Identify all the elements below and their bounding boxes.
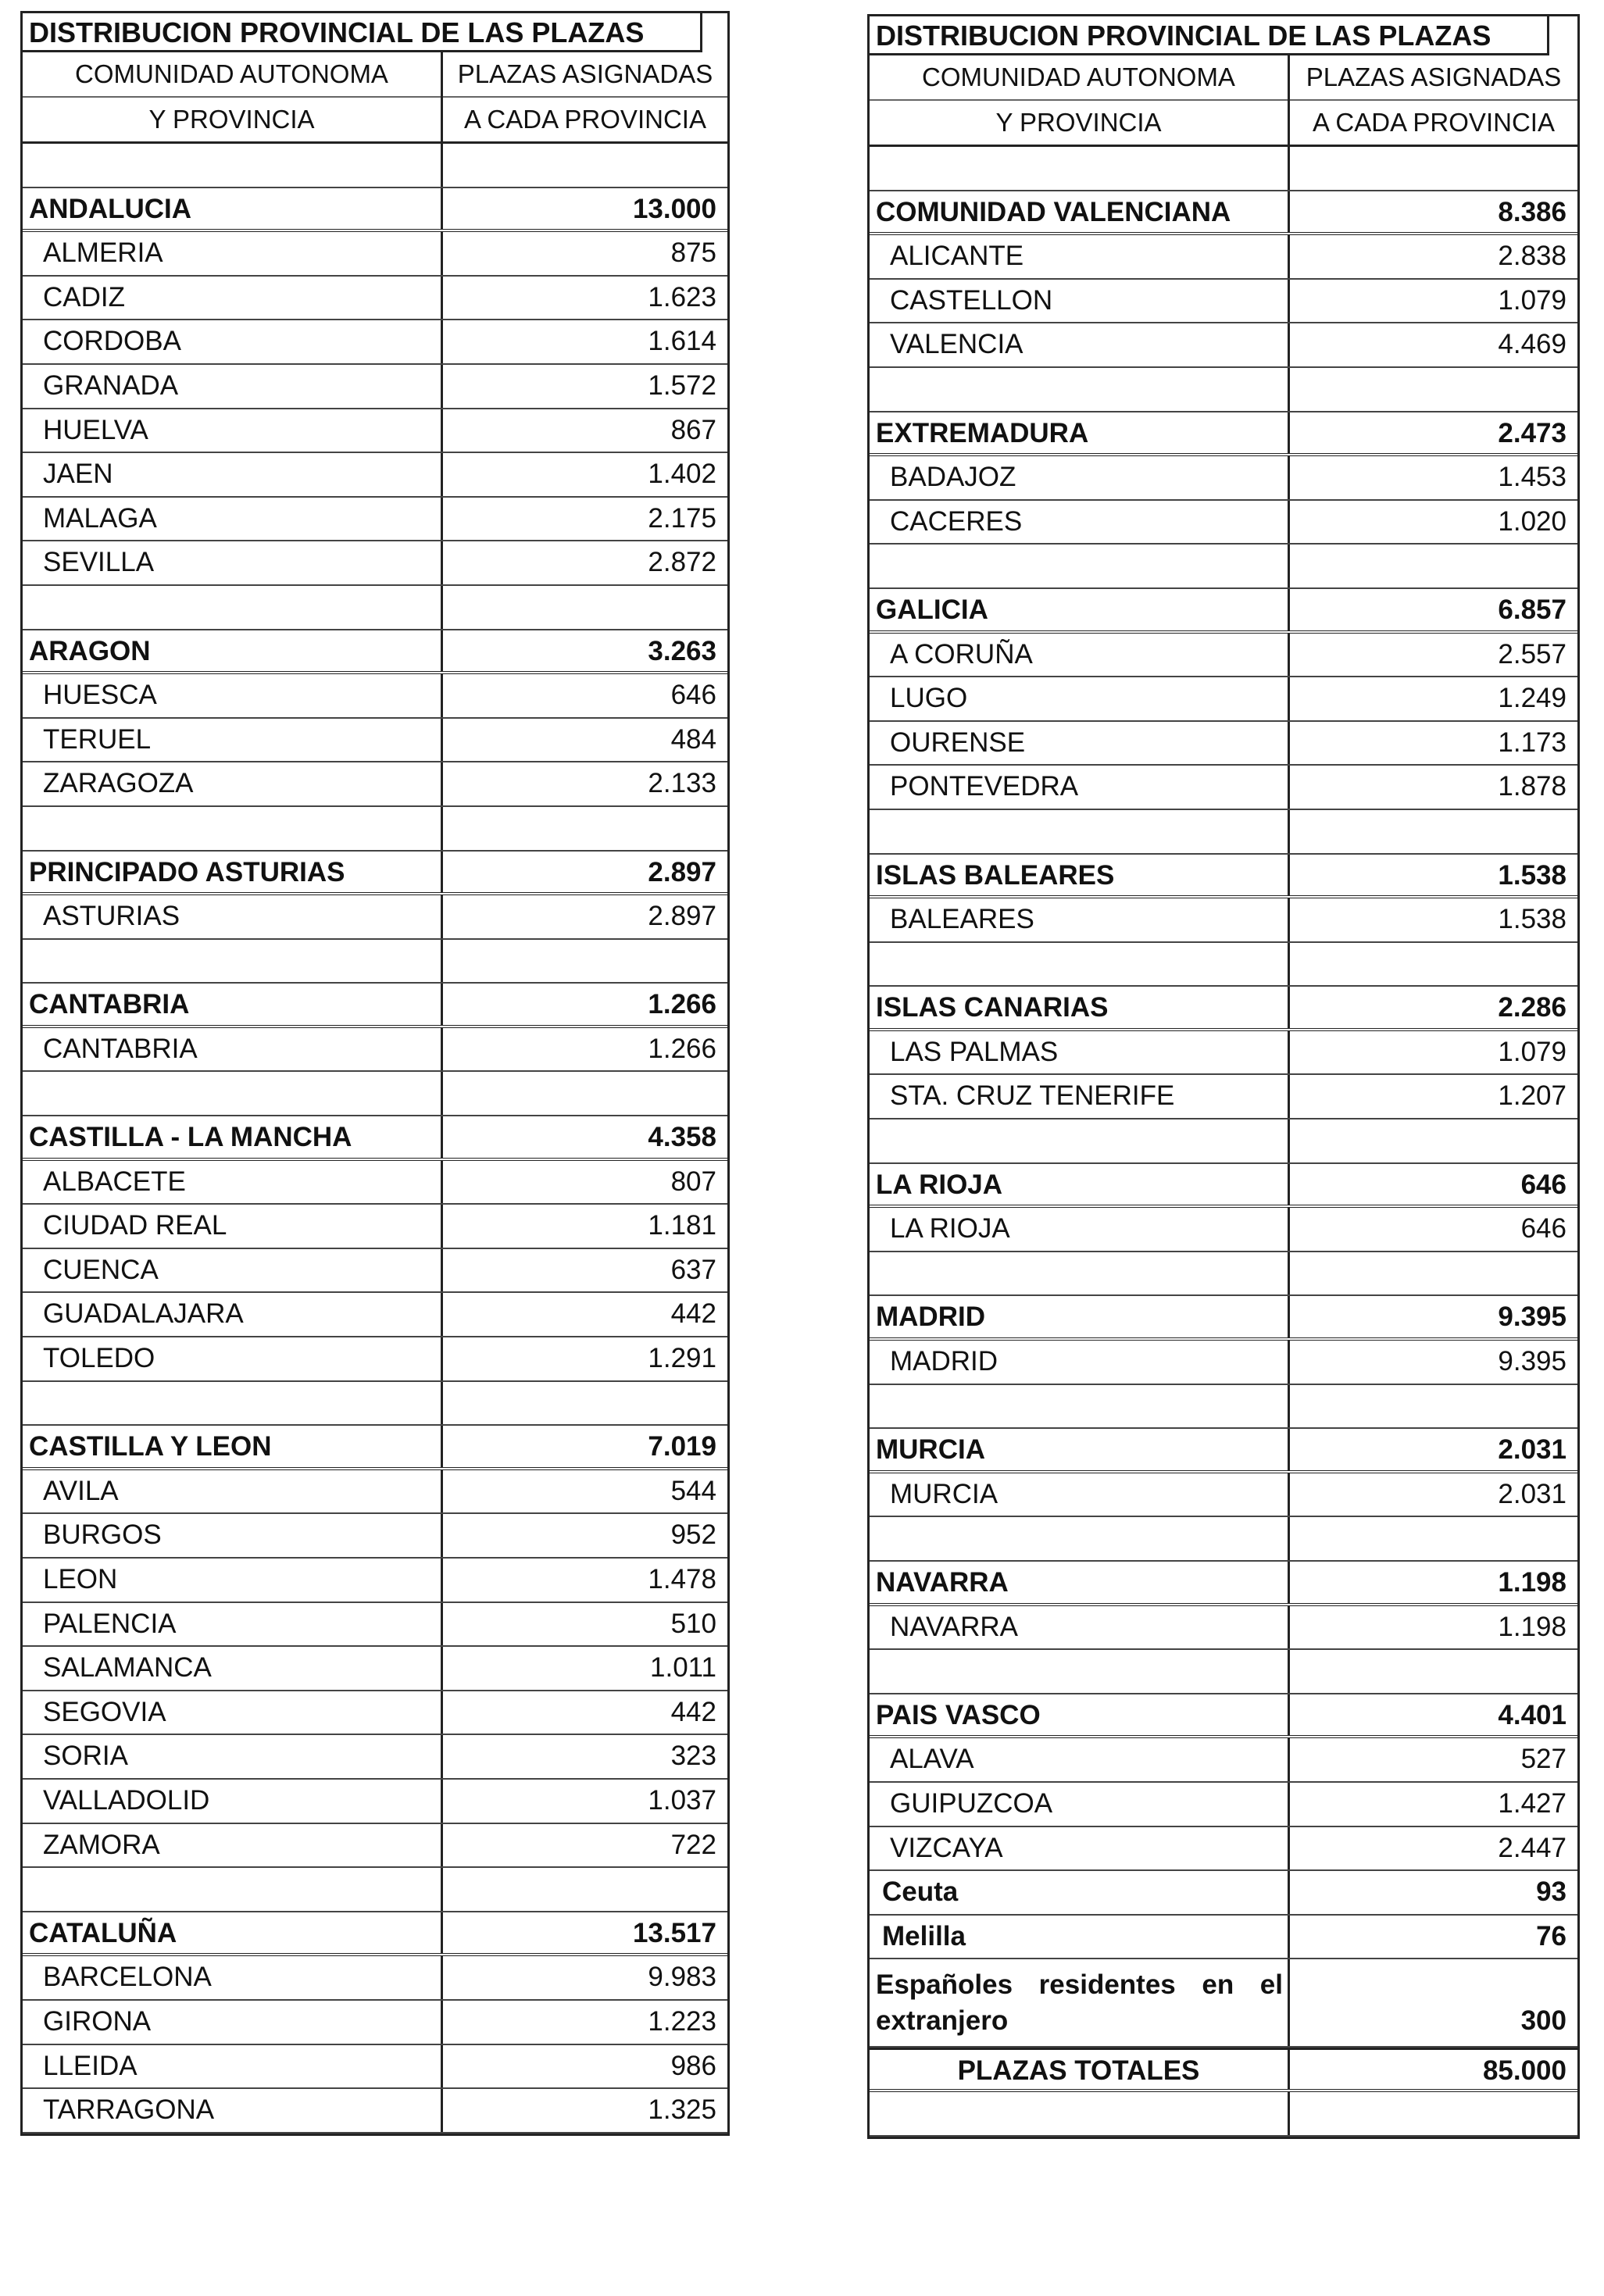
spacer-row	[23, 807, 727, 852]
header-community-column	[23, 52, 443, 141]
table-body	[870, 147, 1577, 2137]
row-value	[1290, 368, 1577, 411]
row-name: GUIPUZCOA	[870, 1783, 1290, 1826]
row-name: A CORUÑA	[870, 634, 1290, 677]
row-name	[870, 1119, 1290, 1162]
row-value: 1.402	[648, 459, 716, 490]
row-value	[443, 1868, 727, 1911]
row-value: 646	[1520, 1213, 1566, 1244]
table-header	[23, 52, 727, 144]
row-name: SALAMANCA	[23, 1647, 443, 1690]
row-value: 544	[670, 1475, 716, 1506]
row-value: 93	[1536, 1876, 1566, 1908]
header-seats-line2: A CADA PROVINCIA	[443, 96, 727, 141]
region-row	[23, 630, 727, 675]
header-seats-column	[1290, 55, 1577, 145]
row-value: 1.291	[648, 1343, 716, 1374]
row-name: CASTILLA - LA MANCHA	[23, 1116, 443, 1158]
table-row	[23, 2001, 727, 2045]
row-name	[23, 1868, 443, 1911]
table-row	[23, 1205, 727, 1249]
row-name: Españoles residentes en el extranjero	[870, 1959, 1290, 2046]
row-name: COMUNIDAD VALENCIANA	[870, 191, 1290, 233]
row-value: 2.473	[1498, 417, 1566, 448]
row-name	[870, 943, 1290, 986]
row-value: 1.878	[1498, 771, 1566, 802]
row-value: 2.872	[648, 547, 716, 578]
row-name: MADRID	[870, 1296, 1290, 1337]
row-value: 484	[670, 723, 716, 755]
row-name: CASTILLA Y LEON	[23, 1426, 443, 1467]
row-name: LEON	[23, 1559, 443, 1601]
row-value	[1290, 1517, 1577, 1560]
spacer-row	[870, 545, 1577, 589]
row-value: 7.019	[648, 1431, 716, 1462]
header-community-line2: Y PROVINCIA	[870, 99, 1288, 145]
row-name: AVILA	[23, 1470, 443, 1513]
row-value	[1290, 1385, 1577, 1428]
table-row	[23, 2089, 727, 2134]
table-row	[23, 409, 727, 454]
row-value: 807	[670, 1166, 716, 1197]
table-row	[870, 1959, 1577, 2048]
region-row	[870, 191, 1577, 236]
row-name	[23, 1382, 443, 1425]
row-name: ZAMORA	[23, 1824, 443, 1867]
row-value: 1.079	[1498, 1036, 1566, 1067]
region-row	[23, 852, 727, 896]
table-header	[870, 55, 1577, 147]
row-name: BARCELONA	[23, 1956, 443, 1999]
row-value: 2.175	[648, 502, 716, 534]
table-row	[23, 1780, 727, 1824]
table-row	[23, 674, 727, 719]
region-row	[870, 1562, 1577, 1606]
row-value	[443, 586, 727, 629]
row-value: 2.133	[648, 768, 716, 799]
row-name: GRANADA	[23, 365, 443, 408]
row-value	[443, 1382, 727, 1425]
spacer-row	[870, 810, 1577, 855]
row-name: CACERES	[870, 501, 1290, 544]
table-row	[23, 1824, 727, 1869]
row-name: SORIA	[23, 1735, 443, 1778]
region-row	[870, 1296, 1577, 1341]
table-body	[23, 144, 727, 2134]
row-value: 1.181	[648, 1210, 716, 1241]
row-name	[870, 147, 1290, 190]
row-name	[23, 807, 443, 850]
row-name: ZARAGOZA	[23, 762, 443, 805]
row-value: 2.897	[648, 856, 716, 887]
table-row	[23, 320, 727, 365]
row-value: 13.517	[632, 1917, 716, 1948]
row-name	[23, 586, 443, 629]
row-name: HUESCA	[23, 674, 443, 717]
table-row	[870, 1783, 1577, 1827]
row-name: TOLEDO	[23, 1337, 443, 1380]
row-name: SEVILLA	[23, 541, 443, 584]
table-row	[23, 541, 727, 586]
table-row	[23, 1559, 727, 1603]
table-row	[870, 456, 1577, 501]
row-name: TERUEL	[23, 719, 443, 762]
row-name	[23, 1072, 443, 1115]
table-row	[23, 1028, 727, 1073]
row-name: VIZCAYA	[870, 1827, 1290, 1870]
row-name: CUENCA	[23, 1249, 443, 1292]
row-name: CIUDAD REAL	[23, 1205, 443, 1248]
row-name: VALLADOLID	[23, 1780, 443, 1823]
table-row	[870, 323, 1577, 368]
row-value: 9.983	[648, 1962, 716, 1993]
row-name: CORDOBA	[23, 320, 443, 363]
row-value: 1.266	[648, 1033, 716, 1064]
row-value	[443, 144, 727, 187]
row-name: LA RIOJA	[870, 1164, 1290, 1205]
spacer-row	[23, 586, 727, 630]
table-row	[870, 1738, 1577, 1783]
row-name: ARAGON	[23, 630, 443, 672]
header-seats-line1: PLAZAS ASIGNADAS	[457, 59, 713, 88]
row-value: 2.897	[648, 901, 716, 932]
row-value: 1.453	[1498, 462, 1566, 493]
table-row	[870, 1827, 1577, 1872]
spacer-row	[870, 1517, 1577, 1562]
row-value: 986	[670, 2050, 716, 2081]
header-seats-line1: PLAZAS ASIGNADAS	[1306, 62, 1562, 91]
header-seats-column	[443, 52, 727, 141]
row-name: ALAVA	[870, 1738, 1290, 1781]
row-value: 1.173	[1498, 727, 1566, 758]
spacer-row	[23, 1868, 727, 1912]
row-value: 2.838	[1498, 241, 1566, 272]
row-name: CANTABRIA	[23, 1028, 443, 1071]
row-name: MURCIA	[870, 1429, 1290, 1470]
row-name: PRINCIPADO ASTURIAS	[23, 852, 443, 893]
spacer-row	[870, 1650, 1577, 1694]
row-value: 527	[1520, 1744, 1566, 1775]
table-row	[870, 1916, 1577, 1960]
row-value: 1.198	[1498, 1611, 1566, 1642]
row-value: 1.427	[1498, 1787, 1566, 1819]
table-row	[23, 1647, 727, 1691]
row-value: 76	[1536, 1920, 1566, 1951]
row-name: EXTREMADURA	[870, 412, 1290, 454]
spacer-row	[870, 1119, 1577, 1164]
row-value: 9.395	[1498, 1346, 1566, 1377]
row-name: OURENSE	[870, 722, 1290, 765]
row-value: 6.857	[1498, 594, 1566, 625]
table-row	[870, 1208, 1577, 1252]
spacer-row	[23, 144, 727, 188]
table-row	[870, 1606, 1577, 1651]
row-name: CANTABRIA	[23, 984, 443, 1025]
row-value: 4.358	[648, 1122, 716, 1153]
row-name: GIRONA	[23, 2001, 443, 2044]
row-name: VALENCIA	[870, 323, 1290, 366]
row-value: 13.000	[632, 193, 716, 224]
row-name: ALICANTE	[870, 235, 1290, 278]
row-name: ISLAS CANARIAS	[870, 987, 1290, 1028]
row-value: 1.538	[1498, 904, 1566, 935]
table-row	[23, 1293, 727, 1337]
table-row	[870, 898, 1577, 943]
table-row	[23, 365, 727, 409]
row-value: 1.478	[648, 1564, 716, 1594]
row-value: 1.572	[648, 370, 716, 401]
row-name: CATALUÑA	[23, 1912, 443, 1954]
header-seats-line2: A CADA PROVINCIA	[1290, 99, 1577, 145]
row-value: 1.037	[648, 1784, 716, 1816]
spacer-row	[23, 1382, 727, 1427]
row-name: ANDALUCIA	[23, 188, 443, 230]
row-name: JAEN	[23, 453, 443, 496]
table-row	[23, 1470, 727, 1515]
row-name: PLAZAS TOTALES	[870, 2050, 1290, 2089]
spacer-row	[23, 940, 727, 984]
table-row	[23, 719, 727, 763]
row-value	[443, 807, 727, 850]
row-value	[1290, 1119, 1577, 1162]
row-name: LA RIOJA	[870, 1208, 1290, 1251]
row-value: 2.031	[1498, 1434, 1566, 1466]
table-row	[23, 895, 727, 940]
table-row	[23, 1161, 727, 1205]
row-value: 3.263	[648, 635, 716, 666]
row-value: 85.000	[1482, 2055, 1566, 2087]
table-title: DISTRIBUCION PROVINCIAL DE LAS PLAZAS	[23, 13, 702, 52]
table-row	[870, 766, 1577, 810]
region-row	[23, 1426, 727, 1470]
row-value: 4.401	[1498, 1699, 1566, 1730]
row-name	[870, 1252, 1290, 1295]
table-row	[870, 1341, 1577, 1385]
row-value: 1.249	[1498, 683, 1566, 714]
row-value	[443, 940, 727, 983]
row-name	[23, 144, 443, 187]
total-row	[870, 2048, 1577, 2092]
region-row	[23, 1912, 727, 1957]
row-name	[870, 545, 1290, 587]
row-name: PALENCIA	[23, 1603, 443, 1646]
spacer-row	[870, 1252, 1577, 1297]
row-value	[1290, 943, 1577, 986]
row-value: 646	[670, 680, 716, 711]
row-name	[870, 1385, 1290, 1428]
row-value: 1.325	[648, 2094, 716, 2126]
region-row	[23, 188, 727, 233]
row-name: GALICIA	[870, 589, 1290, 630]
row-value	[1290, 810, 1577, 853]
spacer-row	[870, 1385, 1577, 1430]
row-name	[870, 368, 1290, 411]
row-value: 442	[670, 1298, 716, 1330]
table-row	[23, 277, 727, 321]
row-value: 2.447	[1498, 1832, 1566, 1863]
row-name: TARRAGONA	[23, 2089, 443, 2132]
header-community-line1: COMUNIDAD AUTONOMA	[922, 62, 1235, 91]
row-name: BALEARES	[870, 898, 1290, 941]
table-row	[23, 453, 727, 498]
row-name: NAVARRA	[870, 1606, 1290, 1649]
row-name	[870, 2092, 1290, 2135]
region-row	[23, 1116, 727, 1161]
region-row	[870, 1694, 1577, 1739]
row-name: LAS PALMAS	[870, 1031, 1290, 1074]
table-row	[23, 1249, 727, 1294]
row-name: ALBACETE	[23, 1161, 443, 1204]
row-value: 1.198	[1498, 1567, 1566, 1598]
row-value: 2.557	[1498, 638, 1566, 670]
row-name: MALAGA	[23, 498, 443, 541]
row-value: 1.623	[648, 281, 716, 312]
row-name: STA. CRUZ TENERIFE	[870, 1075, 1290, 1118]
row-value	[1290, 2092, 1577, 2135]
table-row	[23, 498, 727, 542]
row-name	[23, 940, 443, 983]
table-row	[23, 762, 727, 807]
table-row	[23, 1514, 727, 1559]
row-name: ASTURIAS	[23, 895, 443, 938]
row-value: 1.266	[648, 989, 716, 1020]
row-value: 2.286	[1498, 992, 1566, 1023]
region-row	[870, 987, 1577, 1031]
spacer-row	[23, 1072, 727, 1116]
spacer-row	[870, 368, 1577, 412]
table-row	[870, 235, 1577, 280]
row-name: GUADALAJARA	[23, 1293, 443, 1336]
row-name: PAIS VASCO	[870, 1694, 1290, 1736]
table-row	[870, 501, 1577, 545]
table-row	[23, 1956, 727, 2001]
spacer-row	[870, 943, 1577, 987]
row-name: CADIZ	[23, 277, 443, 320]
table-row	[23, 1337, 727, 1382]
table-row	[870, 1871, 1577, 1916]
right-distribution-table	[867, 14, 1580, 2139]
region-row	[870, 855, 1577, 899]
row-name: NAVARRA	[870, 1562, 1290, 1603]
header-community-line1: COMUNIDAD AUTONOMA	[75, 59, 388, 88]
row-value	[1290, 1252, 1577, 1295]
row-value	[1290, 545, 1577, 587]
table-row	[870, 634, 1577, 678]
row-name: HUELVA	[23, 409, 443, 452]
row-value: 2.031	[1498, 1478, 1566, 1509]
row-value	[1290, 1650, 1577, 1693]
table-row	[23, 1691, 727, 1736]
region-row	[870, 1429, 1577, 1473]
row-value: 1.079	[1498, 284, 1566, 316]
row-name	[870, 1650, 1290, 1693]
row-value: 1.207	[1498, 1080, 1566, 1112]
row-value: 8.386	[1498, 196, 1566, 227]
row-name: BADAJOZ	[870, 456, 1290, 499]
row-name: LUGO	[870, 677, 1290, 720]
table-row	[23, 2045, 727, 2090]
row-name: Melilla	[870, 1916, 1290, 1959]
row-name: BURGOS	[23, 1514, 443, 1557]
table-row	[870, 1075, 1577, 1119]
spacer-row	[870, 147, 1577, 191]
region-row	[870, 1164, 1577, 1209]
row-name: Ceuta	[870, 1871, 1290, 1914]
region-row	[870, 412, 1577, 457]
row-value: 510	[670, 1608, 716, 1639]
table-row	[870, 1031, 1577, 1076]
table-row	[23, 1735, 727, 1780]
row-value: 442	[670, 1696, 716, 1727]
row-name: ALMERIA	[23, 232, 443, 275]
table-row	[23, 1603, 727, 1648]
row-value: 875	[670, 237, 716, 269]
table-row	[870, 1473, 1577, 1518]
row-value: 300	[1520, 2005, 1566, 2037]
row-value: 9.395	[1498, 1302, 1566, 1333]
row-name	[870, 810, 1290, 853]
row-value: 637	[670, 1254, 716, 1285]
left-distribution-table	[20, 11, 730, 2136]
region-row	[870, 589, 1577, 634]
table-title: DISTRIBUCION PROVINCIAL DE LAS PLAZAS	[870, 16, 1549, 55]
region-row	[23, 984, 727, 1028]
spacer-row	[870, 2092, 1577, 2137]
row-value: 323	[670, 1741, 716, 1772]
row-name	[870, 1517, 1290, 1560]
row-name: CASTELLON	[870, 280, 1290, 323]
row-name: SEGOVIA	[23, 1691, 443, 1734]
table-row	[870, 280, 1577, 324]
row-value: 4.469	[1498, 329, 1566, 360]
table-row	[870, 722, 1577, 766]
row-value: 1.223	[648, 2005, 716, 2037]
header-community-line2: Y PROVINCIA	[23, 96, 441, 141]
row-value: 646	[1520, 1169, 1566, 1200]
row-name: LLEIDA	[23, 2045, 443, 2088]
row-name: ISLAS BALEARES	[870, 855, 1290, 896]
row-value	[1290, 147, 1577, 190]
row-name: MADRID	[870, 1341, 1290, 1384]
table-row	[870, 677, 1577, 722]
row-value: 952	[670, 1519, 716, 1551]
row-value: 1.614	[648, 326, 716, 357]
row-name: MURCIA	[870, 1473, 1290, 1516]
row-name: PONTEVEDRA	[870, 766, 1290, 809]
header-community-column	[870, 55, 1290, 145]
row-value: 1.538	[1498, 859, 1566, 891]
row-value	[443, 1072, 727, 1115]
table-row	[23, 232, 727, 277]
row-value: 1.020	[1498, 505, 1566, 537]
row-value: 722	[670, 1829, 716, 1860]
row-value: 867	[670, 414, 716, 445]
row-value: 1.011	[650, 1652, 716, 1684]
